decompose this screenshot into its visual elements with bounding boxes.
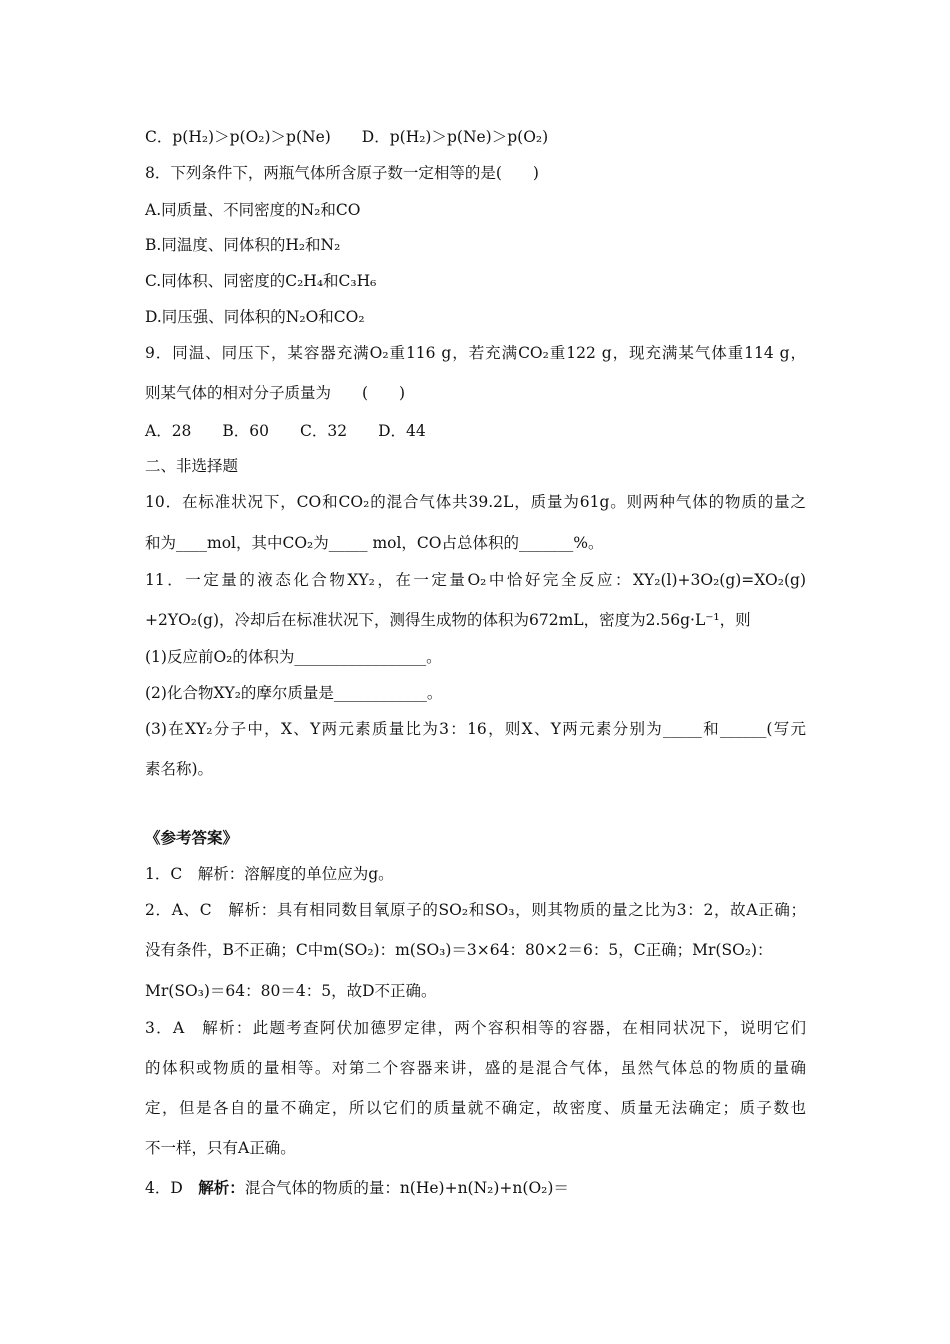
answer-4-text: 混合气体的物质的量：n(He)+n(N₂)+n(O₂)＝ bbox=[244, 1179, 569, 1197]
answer-1: 1．C 解析：溶解度的单位应为g。 bbox=[145, 865, 394, 883]
answer-3-line2: 的体积或物质的量相等。对第二个容器来讲，盛的是混合气体，虽然气体总的物质的量确 bbox=[145, 1059, 806, 1077]
section-heading: 二、非选择题 bbox=[145, 457, 239, 475]
answer-2-line3: Mr(SO₃)＝64：80＝4：5，故D不正确。 bbox=[145, 982, 437, 1000]
answer-3-line4: 不一样，只有A正确。 bbox=[145, 1139, 296, 1157]
q9-stem-line1: 9．同温、同压下，某容器充满O₂重116 g，若充满CO₂重122 g，现充满某气体重114 g， bbox=[145, 344, 806, 362]
q8-stem: 8．下列条件下，两瓶气体所含原子数一定相等的是( ) bbox=[145, 164, 539, 182]
answer-2-line1: 2．A、C 解析：具有相同数目氧原子的SO₂和SO₃，则其物质的量之比为3：2，故A正确； bbox=[145, 901, 806, 919]
q8-option-c: C.同体积、同密度的C₂H₄和C₃H₆ bbox=[145, 272, 377, 290]
q10-line2: 和为____mol，其中CO₂为_____ mol，CO占总体积的_______%。 bbox=[145, 534, 604, 552]
q11-line2: +2YO₂(g)，冷却后在标准状况下，测得生成物的体积为672mL，密度为2.56g·L⁻¹，则 bbox=[145, 611, 751, 629]
q8-option-a: A.同质量、不同密度的N₂和CO bbox=[145, 201, 361, 219]
q11-part3-line1: (3)在XY₂分子中，X、Y两元素质量比为3：16，则X、Y两元素分别为_____和______(写元 bbox=[145, 720, 806, 738]
answer-4-number: 4．D bbox=[145, 1179, 199, 1197]
answer-2-line2: 没有条件，B不正确；C中m(SO₂)：m(SO₃)＝3×64：80×2＝6：5，C正确；Mr(SO₂)： bbox=[145, 941, 773, 959]
answers-heading: 《参考答案》 bbox=[145, 828, 239, 847]
answer-4-label: 解析： bbox=[198, 1178, 245, 1197]
answer-3-line1: 3．A 解析：此题考查阿伏加德罗定律，两个容积相等的容器，在相同状况下，说明它们 bbox=[145, 1019, 806, 1037]
q9-options: A．28 B．60 C．32 D．44 bbox=[145, 422, 426, 440]
q9-stem-line2: 则某气体的相对分子质量为 ( ) bbox=[145, 384, 406, 402]
q10-line1: 10．在标准状况下，CO和CO₂的混合气体共39.2L，质量为61g。则两种气体的物质的量之 bbox=[145, 493, 806, 511]
q11-line1: 11．一定量的液态化合物XY₂，在一定量O₂中恰好完全反应：XY₂(l)+3O₂(g)=XO₂(g) bbox=[145, 571, 806, 589]
q8-option-b: B.同温度、同体积的H₂和N₂ bbox=[145, 236, 341, 254]
q8-option-d: D.同压强、同体积的N₂O和CO₂ bbox=[145, 308, 365, 326]
q7-options-cd: C．p(H₂)＞p(O₂)＞p(Ne) D．p(H₂)＞p(Ne)＞p(O₂) bbox=[145, 128, 549, 146]
answer-3-line3: 定，但是各自的量不确定，所以它们的质量就不确定，故密度、质量无法确定；质子数也 bbox=[145, 1099, 806, 1117]
q11-part3-line2: 素名称)。 bbox=[145, 760, 214, 778]
answer-4-line1 bbox=[145, 1178, 569, 1198]
q11-part1: (1)反应前O₂的体积为_________________。 bbox=[145, 648, 442, 666]
q11-part2: (2)化合物XY₂的摩尔质量是____________。 bbox=[145, 684, 443, 702]
